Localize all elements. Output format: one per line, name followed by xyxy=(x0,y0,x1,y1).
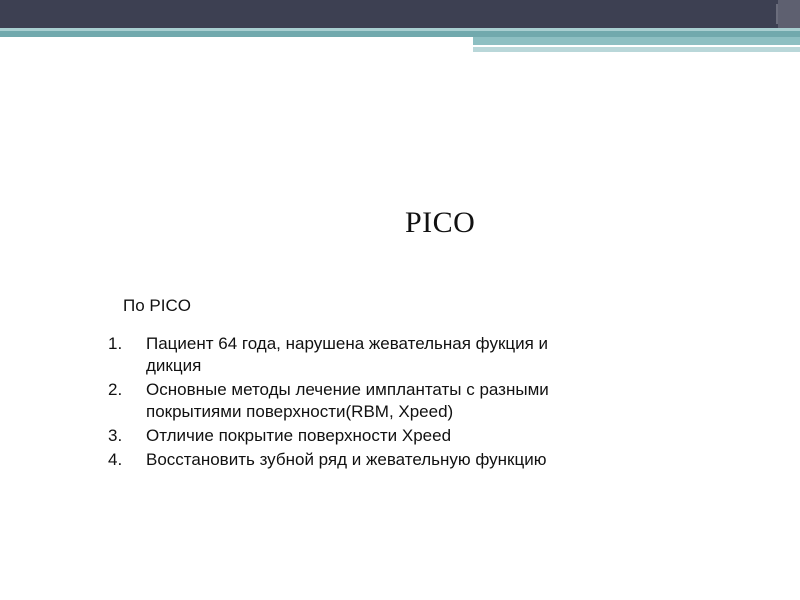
list-item-text: Основные методы лечение имплантаты с разными покрытиями поверхности(RBM, Xpeed) xyxy=(146,380,549,421)
slide-title: PICO xyxy=(405,206,476,239)
list-item xyxy=(108,449,588,471)
corner-accent xyxy=(776,4,792,24)
slide-intro: По PICO xyxy=(123,296,191,315)
accent-stripe-highlight xyxy=(0,28,800,31)
list-item-text: Отличие покрытие поверхности Xpeed xyxy=(146,426,452,445)
accent-stripe-tertiary xyxy=(473,47,800,52)
list-item xyxy=(108,379,588,423)
list-item xyxy=(108,425,588,447)
list-item-number: 3. xyxy=(108,426,123,445)
header-band xyxy=(0,0,800,28)
accent-stripe-secondary xyxy=(473,37,800,45)
list-item xyxy=(108,333,588,377)
numbered-list xyxy=(108,333,588,473)
list-item-number: 2. xyxy=(108,380,123,399)
list-item-text: Пациент 64 года, нарушена жевательная фукция и дикция xyxy=(146,334,549,375)
list-item-number: 4. xyxy=(108,450,123,469)
list-item-number: 1. xyxy=(108,334,123,353)
list-item-text: Восстановить зубной ряд и жевательную функцию xyxy=(146,450,547,469)
